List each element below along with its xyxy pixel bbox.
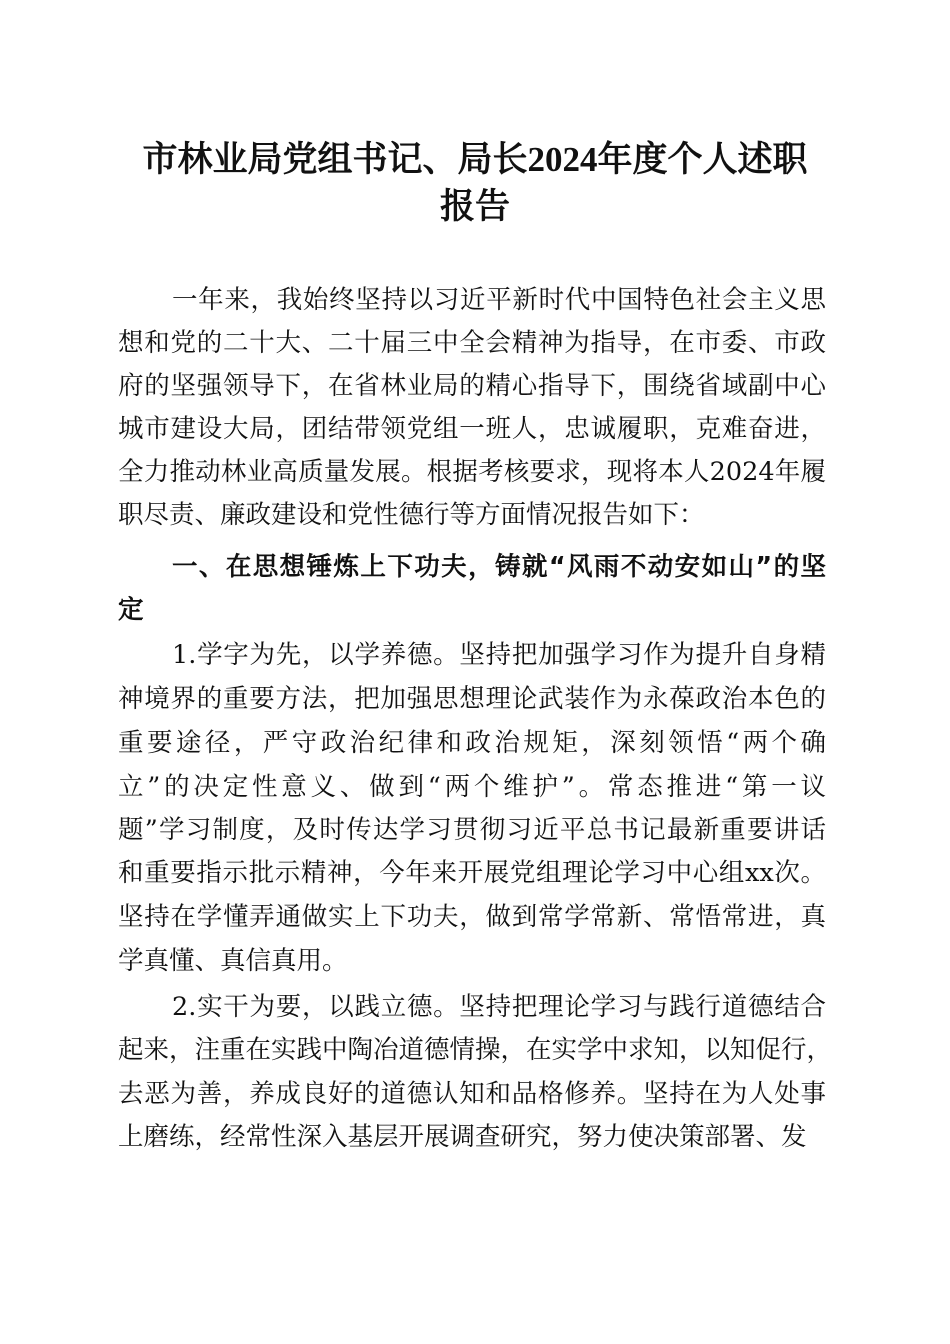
paragraph-line: 想和党的二十大、二十届三中全会精神为指导，在市委、市政 bbox=[118, 328, 826, 358]
paragraph-line: 2.实干为要，以践立德。坚持把理论学习与践行道德结合 bbox=[172, 992, 826, 1022]
paragraph-line: 府的坚强领导下，在省林业局的精心指导下，围绕省域副中心 bbox=[118, 371, 826, 401]
paragraph-line: 和重要指示批示精神，今年来开展党组理论学习中心组xx次。 bbox=[118, 858, 826, 888]
paragraph-line: 一年来，我始终坚持以习近平新时代中国特色社会主义思 bbox=[172, 285, 826, 315]
paragraph-line: 立”的决定性意义、做到“两个维护”。常态推进“第一议 bbox=[118, 772, 826, 802]
paragraph-line: 神境界的重要方法，把加强思想理论武装作为永葆政治本色的 bbox=[118, 684, 826, 714]
document-title-line-1: 市林业局党组书记、局长2024年度个人述职 bbox=[142, 140, 808, 179]
paragraph-line: 重要途径，严守政治纪律和政治规矩，深刻领悟“两个确 bbox=[118, 728, 826, 758]
document-title-line-2: 报告 bbox=[439, 187, 510, 226]
paragraph-line: 坚持在学懂弄通做实上下功夫，做到常学常新、常悟常进，真 bbox=[118, 902, 826, 932]
paragraph-line: 去恶为善，养成良好的道德认知和品格修养。坚持在为人处事 bbox=[118, 1079, 826, 1109]
paragraph-line: 题”学习制度，及时传达学习贯彻习近平总书记最新重要讲话 bbox=[118, 815, 826, 845]
paragraph-line: 学真懂、真信真用。 bbox=[118, 946, 348, 976]
paragraph-line: 起来，注重在实践中陶冶道德情操，在实学中求知，以知促行， bbox=[118, 1035, 833, 1065]
section-heading-line: 一、在思想锤炼上下功夫，铸就“风雨不动安如山”的坚 bbox=[172, 552, 826, 582]
paragraph-line: 上磨练，经常性深入基层开展调查研究，努力使决策部署、发 bbox=[118, 1122, 807, 1152]
section-heading-line: 定 bbox=[118, 595, 144, 625]
paragraph-line: 全力推动林业高质量发展。根据考核要求，现将本人2024年履 bbox=[118, 457, 826, 487]
paragraph-line: 1.学字为先，以学养德。坚持把加强学习作为提升自身精 bbox=[172, 640, 826, 670]
paragraph-line: 职尽责、廉政建设和党性德行等方面情况报告如下： bbox=[118, 500, 705, 530]
paragraph-line: 城市建设大局，团结带领党组一班人，忠诚履职，克难奋进， bbox=[118, 414, 826, 444]
